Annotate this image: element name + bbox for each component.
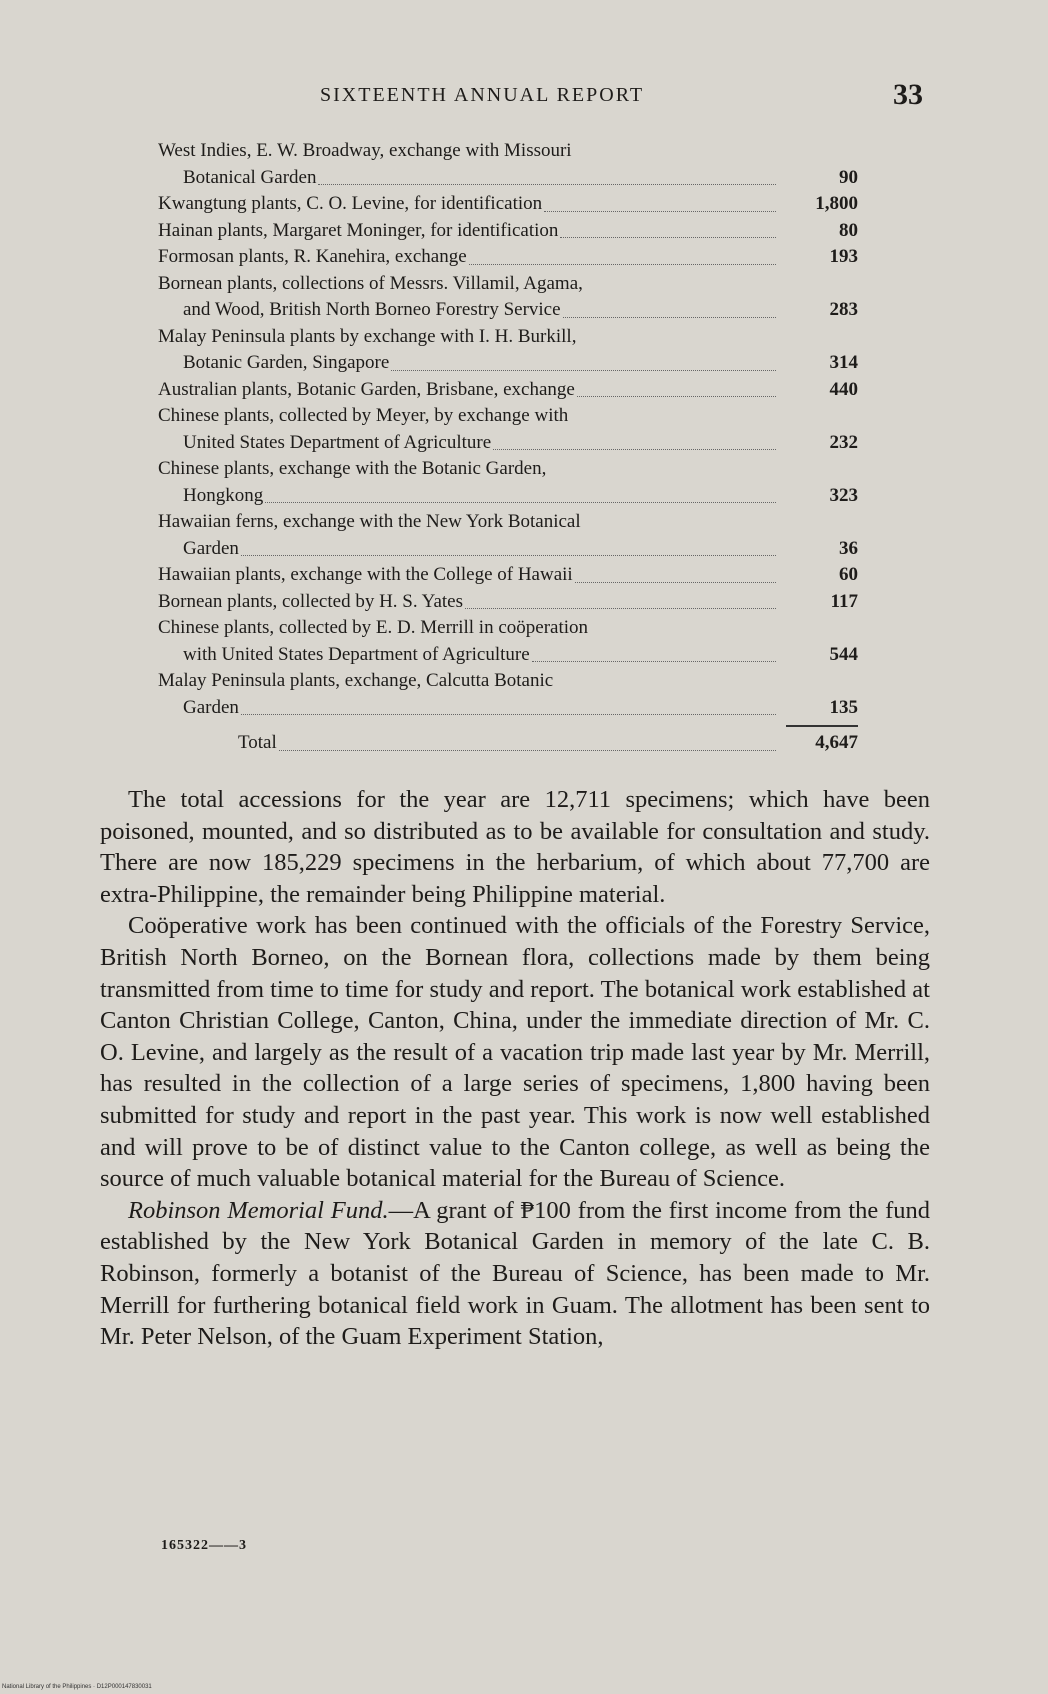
paragraph-2: Coöperative work has been continued with the officials of the Forestry Service, British North Borneo, on the Bornean flora, collections made by them being transmitted from time to time for study and report. The botanical work established at Canton Christian College, Canton, China, under the immediate direction of Mr. C. O. Levine, and largely as the result of a vacation trip made last year by Mr. Merrill, has resulted in the collection of a large series of specimens, 1,800 having been submitted for study and report in the past year. This work is now well established and will prove to be of distinct value to the Canton college, as well as being the source of much valuable botanical material for the Bureau of Science. bbox=[100, 912, 930, 1193]
dot-leader bbox=[318, 184, 776, 185]
row-label-continuation bbox=[158, 430, 780, 457]
table-row bbox=[158, 138, 858, 191]
footer-signature: 165322——3 bbox=[161, 1538, 247, 1553]
total-label: Total bbox=[238, 732, 277, 753]
row-label-text: Garden bbox=[183, 537, 239, 559]
row-label bbox=[158, 244, 780, 271]
total-row bbox=[158, 729, 858, 757]
row-label-line bbox=[158, 191, 780, 218]
row-label-continuation bbox=[158, 297, 780, 324]
dot-leader bbox=[532, 661, 776, 662]
row-label-continuation bbox=[158, 350, 780, 377]
row-label-text: Garden bbox=[183, 696, 239, 718]
row-label-line bbox=[158, 403, 780, 430]
row-label-text: United States Department of Agriculture bbox=[183, 431, 492, 453]
row-label-line bbox=[158, 271, 780, 298]
row-label-text: Botanic Garden, Singapore bbox=[183, 352, 390, 373]
table-row bbox=[158, 191, 858, 218]
dot-leader bbox=[279, 750, 776, 751]
row-label-text: Hainan plants, Margaret Moninger, for identification bbox=[158, 219, 559, 241]
table-row bbox=[158, 589, 858, 616]
row-label bbox=[158, 218, 780, 245]
row-label-continuation bbox=[158, 536, 780, 563]
table-row bbox=[158, 509, 858, 562]
row-label-line bbox=[158, 456, 780, 483]
paragraph-1: The total accessions for the year are 12,711 specimens; which have been poisoned, mounted, and so distributed as to be available for consultation and study. There are now 185,229 specimens in the herbarium, of which about 77,700 are extra-Philippine, the remainder being Philippine material. bbox=[100, 786, 930, 908]
section-heading-robinson-fund: Robinson Memorial Fund. bbox=[128, 1196, 389, 1224]
row-value: 36 bbox=[839, 537, 858, 559]
row-label-continuation bbox=[158, 642, 780, 669]
row-label-line bbox=[158, 615, 780, 642]
dot-leader bbox=[544, 211, 776, 212]
row-label-line bbox=[158, 244, 780, 271]
row-label-text: Chinese plants, collected by Meyer, by exchange with bbox=[158, 405, 569, 426]
library-credit: National Library of the Philippines · D12P000147830031 bbox=[2, 1684, 152, 1690]
row-value: 283 bbox=[829, 299, 858, 320]
dot-leader bbox=[241, 714, 776, 715]
row-label-line bbox=[158, 562, 780, 589]
row-label bbox=[158, 191, 780, 218]
total-label-group bbox=[158, 729, 780, 757]
table-row bbox=[158, 668, 858, 721]
row-label-line bbox=[158, 589, 780, 616]
row-label bbox=[158, 615, 780, 668]
row-label-text: Hongkong bbox=[183, 484, 264, 506]
total-value: 4,647 bbox=[815, 732, 858, 753]
dot-leader bbox=[465, 608, 776, 609]
row-value: 1,800 bbox=[815, 193, 858, 214]
dot-leader bbox=[391, 370, 776, 371]
row-value: 60 bbox=[839, 564, 858, 585]
row-label-text: Bornean plants, collections of Messrs. Villamil, Agama, bbox=[158, 272, 583, 294]
row-label-text: Bornean plants, collected by H. S. Yates bbox=[158, 590, 464, 612]
row-value: 117 bbox=[830, 590, 858, 612]
row-label-text: Chinese plants, collected by E. D. Merrill in coöperation bbox=[158, 617, 589, 638]
dot-leader bbox=[265, 502, 776, 503]
row-label-continuation bbox=[158, 695, 780, 722]
dot-leader bbox=[577, 396, 776, 397]
dot-leader bbox=[563, 317, 776, 318]
row-label-continuation bbox=[158, 483, 780, 510]
row-label-text: Australian plants, Botanic Garden, Brisbane, exchange bbox=[158, 378, 575, 400]
row-label bbox=[158, 456, 780, 509]
row-value: 80 bbox=[839, 219, 858, 241]
dot-leader bbox=[241, 555, 776, 556]
row-label-line bbox=[158, 509, 780, 536]
row-label-line bbox=[158, 138, 780, 165]
row-label-text: West Indies, E. W. Broadway, exchange with Missouri bbox=[158, 140, 572, 161]
table-row bbox=[158, 562, 858, 589]
row-label-text: with United States Department of Agriculture bbox=[183, 643, 530, 665]
body-text bbox=[100, 784, 930, 1353]
dot-leader bbox=[493, 449, 776, 450]
table-row bbox=[158, 324, 858, 377]
row-label bbox=[158, 589, 780, 616]
row-value: 314 bbox=[829, 352, 858, 373]
page-number: 33 bbox=[893, 78, 923, 111]
row-label-text: Hawaiian ferns, exchange with the New York Botanical bbox=[158, 511, 581, 532]
paragraph-3 bbox=[100, 1195, 930, 1353]
paragraph-3-text: —A grant of ₱100 from the first income from the fund established by the New York Botanical Garden in memory of the late C. B. Robinson, formerly a botanist of the Bureau of Science, has been made to Mr. Merrill for furthering botanical field work in Guam. The allotment has been sent to Mr. Peter Nelson, of the Guam Experiment Station, bbox=[100, 1196, 930, 1351]
row-label-text: and Wood, British North Borneo Forestry Service bbox=[183, 299, 561, 320]
row-label bbox=[158, 324, 780, 377]
dot-leader bbox=[469, 264, 776, 265]
row-label-line bbox=[158, 218, 780, 245]
row-label-line bbox=[158, 324, 780, 351]
row-label-text: Malay Peninsula plants, exchange, Calcutta Botanic bbox=[158, 670, 554, 691]
row-label bbox=[158, 138, 780, 191]
row-label-text: Malay Peninsula plants by exchange with I. H. Burkill, bbox=[158, 325, 577, 347]
row-label bbox=[158, 271, 780, 324]
row-value: 323 bbox=[829, 484, 858, 506]
row-value: 135 bbox=[829, 696, 858, 718]
row-label-text: Kwangtung plants, C. O. Levine, for identification bbox=[158, 193, 543, 214]
row-label-continuation bbox=[158, 165, 780, 192]
row-value: 232 bbox=[829, 431, 858, 453]
row-label bbox=[158, 562, 780, 589]
row-label-line bbox=[158, 377, 780, 404]
row-value: 440 bbox=[829, 378, 858, 400]
row-value: 90 bbox=[839, 166, 858, 188]
row-label bbox=[158, 668, 780, 721]
table-row bbox=[158, 403, 858, 456]
row-label-text: Hawaiian plants, exchange with the College of Hawaii bbox=[158, 564, 573, 585]
table-row bbox=[158, 456, 858, 509]
row-label-text: Formosan plants, R. Kanehira, exchange bbox=[158, 246, 467, 267]
table-row bbox=[158, 271, 858, 324]
dot-leader bbox=[575, 582, 776, 583]
row-label bbox=[158, 403, 780, 456]
accessions-table bbox=[158, 138, 858, 757]
total-rule bbox=[786, 725, 858, 727]
table-row bbox=[158, 218, 858, 245]
row-value: 193 bbox=[829, 246, 858, 267]
running-title: SIXTEENTH ANNUAL REPORT bbox=[320, 84, 645, 106]
row-label bbox=[158, 377, 780, 404]
row-label-line bbox=[158, 668, 780, 695]
page-header bbox=[0, 78, 1048, 118]
table-row bbox=[158, 377, 858, 404]
row-label-text: Chinese plants, exchange with the Botanic Garden, bbox=[158, 458, 547, 479]
table-row bbox=[158, 244, 858, 271]
row-label bbox=[158, 509, 780, 562]
table-row bbox=[158, 615, 858, 668]
row-value: 544 bbox=[829, 643, 858, 665]
dot-leader bbox=[560, 237, 776, 238]
row-label-text: Botanical Garden bbox=[183, 166, 317, 188]
